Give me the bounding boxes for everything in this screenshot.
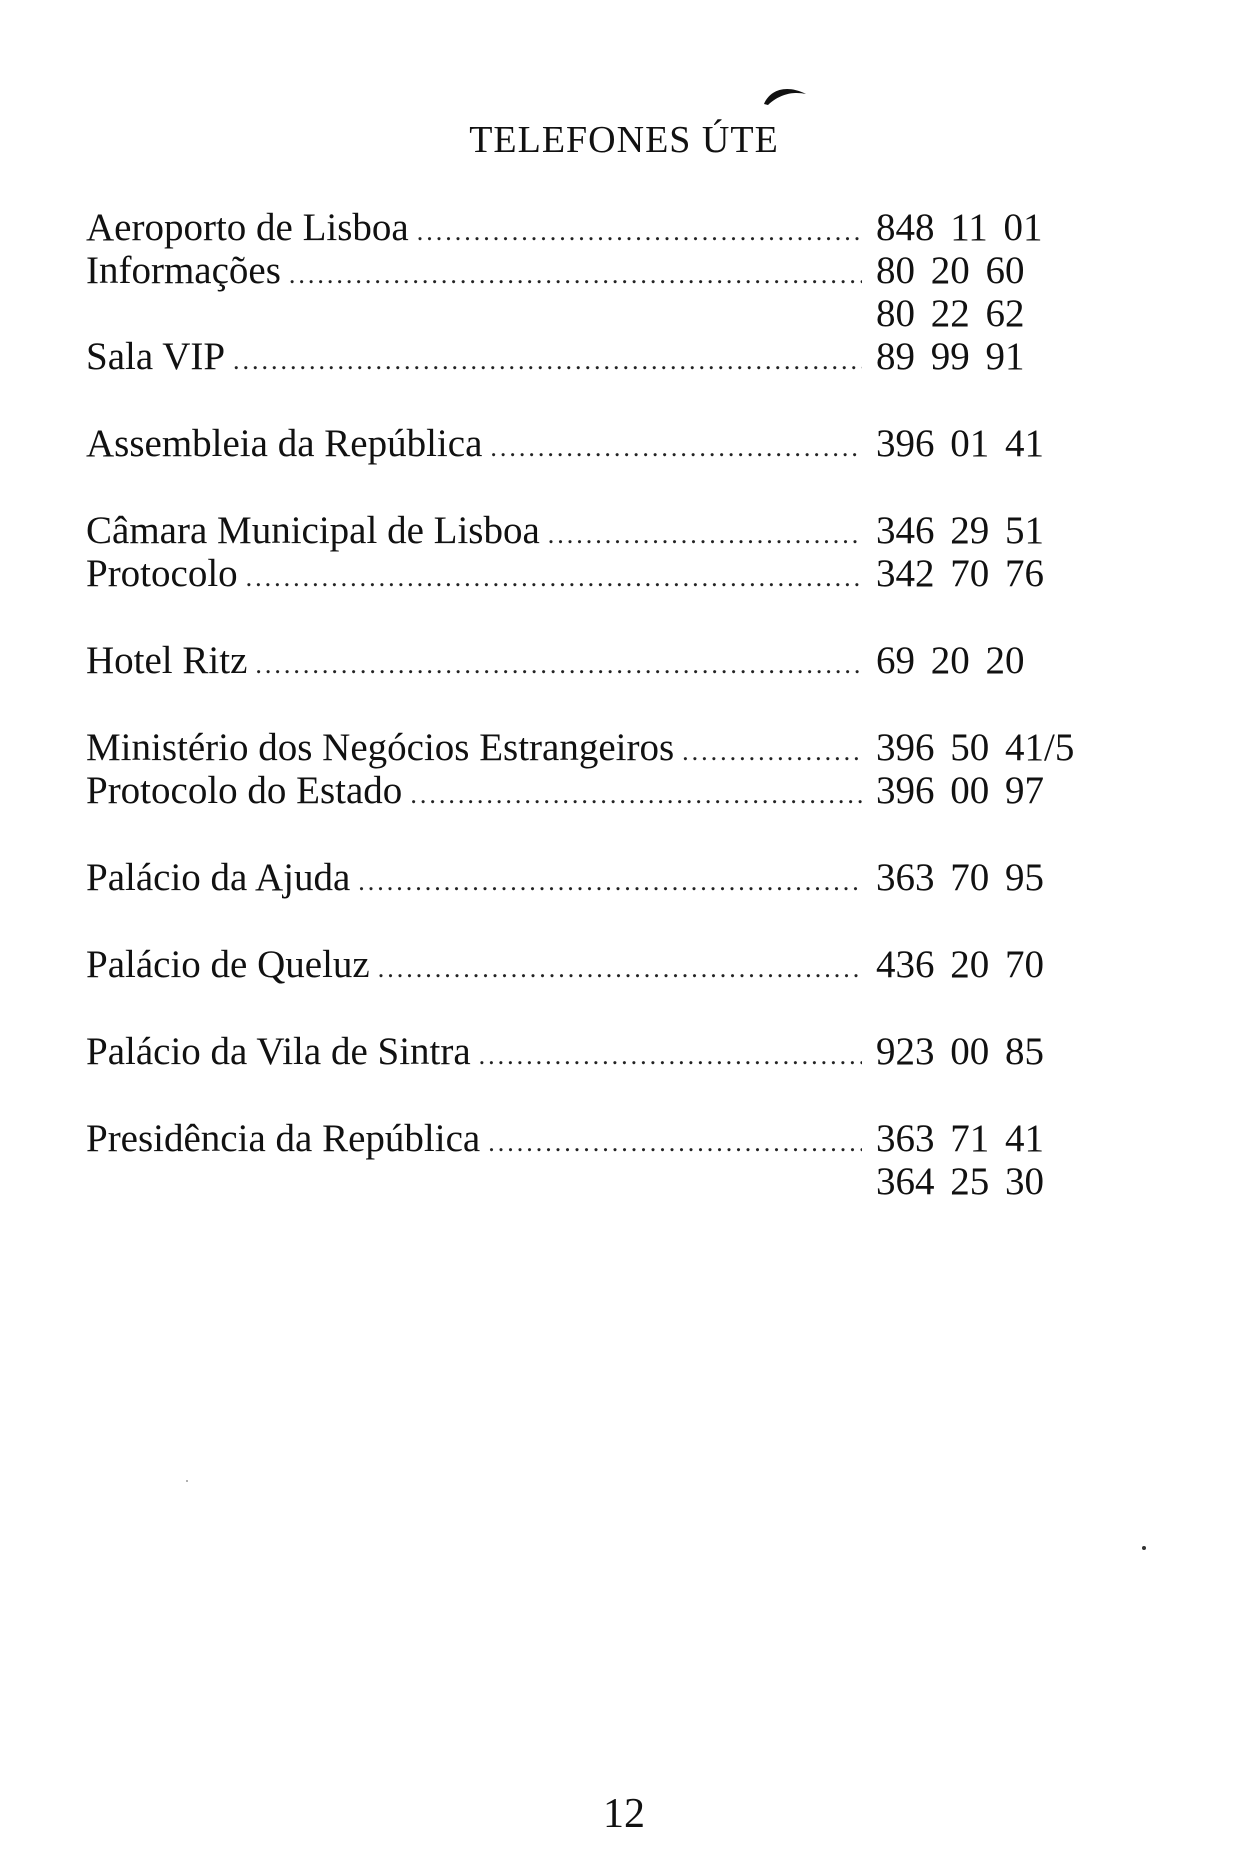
directory-group: [86, 726, 1076, 812]
phone-directory: [86, 206, 1076, 1247]
directory-group: [86, 1030, 1076, 1073]
page-title: [0, 118, 1248, 162]
entry-phone-number: 363 71 41: [876, 1117, 1044, 1160]
dot-leader: [246, 556, 862, 599]
dot-leader: [548, 513, 862, 556]
directory-group: [86, 422, 1076, 465]
entry-label: Informações: [86, 249, 281, 292]
ink-blot-icon: [762, 84, 808, 106]
entry-phone-number: 396 01 41: [876, 422, 1044, 465]
dot-leader: [358, 860, 862, 903]
entry-phone-number: 848 11 01: [876, 206, 1043, 249]
dot-leader: [682, 730, 862, 773]
entry-phone-number: 346 29 51: [876, 509, 1044, 552]
entry-label: Sala VIP: [86, 335, 226, 378]
page-title-text: TELEFONES ÚTE: [469, 119, 779, 161]
directory-group: [86, 943, 1076, 986]
directory-group: [86, 509, 1076, 595]
dot-leader: [255, 643, 862, 686]
entry-label: Palácio de Queluz: [86, 943, 370, 986]
directory-group: [86, 856, 1076, 899]
dot-leader: [490, 426, 862, 469]
directory-entry: [86, 1160, 1076, 1203]
directory-entry: [86, 856, 1076, 899]
directory-entry: [86, 335, 1076, 378]
dot-leader: [479, 1034, 862, 1077]
entry-label: Presidência da República: [86, 1117, 481, 1160]
directory-entry: [86, 552, 1076, 595]
directory-entry: [86, 509, 1076, 552]
directory-group: [86, 1117, 1076, 1203]
dot-leader: [289, 253, 862, 296]
directory-group: [86, 639, 1076, 682]
entry-phone-number: 396 00 97: [876, 769, 1044, 812]
dot-leader: [378, 947, 862, 990]
page-number: 12: [603, 1791, 645, 1837]
entry-phone-number: 89 99 91: [876, 335, 1025, 378]
directory-entry: [86, 769, 1076, 812]
entry-phone-number: 923 00 85: [876, 1030, 1044, 1073]
directory-entry: [86, 422, 1076, 465]
entry-label: Protocolo: [86, 552, 238, 595]
dot-leader: [410, 773, 862, 816]
directory-group: [86, 206, 1076, 378]
directory-entry: [86, 726, 1076, 769]
directory-entry: [86, 639, 1076, 682]
entry-phone-number: 80 20 60: [876, 249, 1025, 292]
directory-entry: [86, 249, 1076, 292]
entry-label: Câmara Municipal de Lisboa: [86, 509, 540, 552]
dot-leader: [417, 210, 862, 253]
scan-speck: [186, 1480, 188, 1482]
entry-label: Protocolo do Estado: [86, 769, 403, 812]
directory-entry: [86, 1117, 1076, 1160]
directory-entry: [86, 1030, 1076, 1073]
entry-phone-number: 436 20 70: [876, 943, 1044, 986]
directory-entry: [86, 206, 1076, 249]
directory-entry: [86, 943, 1076, 986]
entry-label: Ministério dos Negócios Estrangeiros: [86, 726, 675, 769]
entry-label: Palácio da Vila de Sintra: [86, 1030, 471, 1073]
dot-leader: [488, 1121, 862, 1164]
directory-entry: [86, 292, 1076, 335]
entry-phone-number: 363 70 95: [876, 856, 1044, 899]
entry-label: Palácio da Ajuda: [86, 856, 351, 899]
entry-phone-number: 342 70 76: [876, 552, 1044, 595]
entry-label: Assembleia da República: [86, 422, 483, 465]
scan-speck: [1142, 1546, 1146, 1550]
entry-phone-number: 364 25 30: [876, 1160, 1044, 1203]
entry-phone-number: 69 20 20: [876, 639, 1025, 682]
entry-label: Aeroporto de Lisboa: [86, 206, 409, 249]
entry-label: Hotel Ritz: [86, 639, 248, 682]
entry-phone-number: 80 22 62: [876, 292, 1025, 335]
entry-phone-number: 396 50 41/5: [876, 726, 1075, 769]
dot-leader: [233, 339, 862, 382]
